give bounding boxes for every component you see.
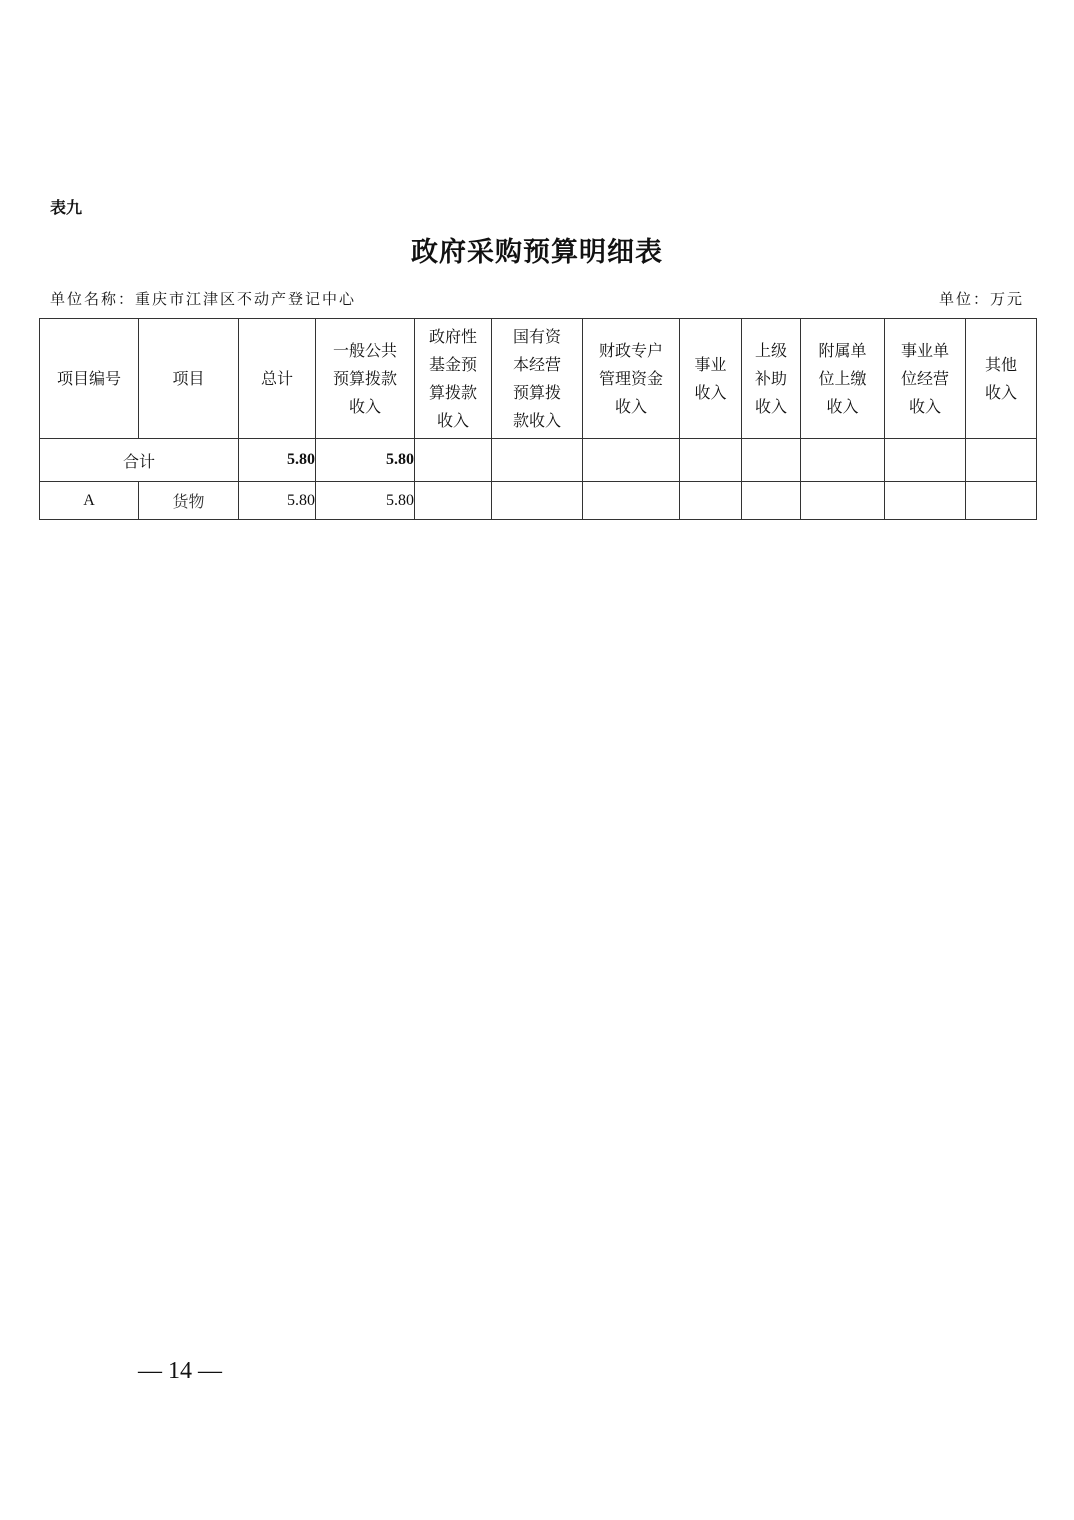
table-row — [40, 482, 1037, 520]
table-cell — [801, 439, 885, 482]
header-state-capital — [492, 319, 583, 439]
table-cell — [885, 439, 966, 482]
header-gov-fund — [415, 319, 492, 439]
procurement-budget-table — [39, 318, 1037, 520]
row-name: 货物 — [139, 482, 239, 520]
table-cell — [492, 482, 583, 520]
header-fiscal-account — [583, 319, 680, 439]
total-row-total: 5.80 — [239, 439, 316, 482]
header-operating-income-text: 事业单 位经营 收入 — [900, 340, 949, 416]
header-general-budget-text: 一般公共 预算拨款 收入 — [332, 340, 397, 416]
header-total — [239, 319, 316, 439]
total-row-general-budget: 5.80 — [316, 439, 415, 482]
table-cell — [583, 482, 680, 520]
header-state-capital-text: 国有资 本经营 预算拨 款收入 — [512, 326, 561, 430]
header-other-income-text: 其他 收入 — [984, 354, 1017, 402]
header-business-income — [680, 319, 742, 439]
header-project-code — [40, 319, 139, 439]
header-total-text: 总计 — [260, 368, 293, 388]
header-superior-subsidy — [742, 319, 801, 439]
table-cell — [415, 482, 492, 520]
header-other-income — [966, 319, 1037, 439]
row-total: 5.80 — [239, 482, 316, 520]
table-cell — [583, 439, 680, 482]
header-project — [139, 319, 239, 439]
header-business-income-text: 事业 收入 — [694, 354, 727, 402]
table-cell — [680, 482, 742, 520]
table-cell — [966, 482, 1037, 520]
header-row — [40, 319, 1037, 439]
header-project-code-text: 项目编号 — [56, 368, 121, 388]
total-row-label: 合计 — [40, 439, 239, 482]
unit-name: 单位名称：重庆市江津区不动产登记中心 — [50, 290, 357, 308]
header-project-text: 项目 — [172, 368, 205, 388]
header-fiscal-account-text: 财政专户 管理资金 收入 — [598, 340, 663, 416]
header-gov-fund-text: 政府性 基金预 算拨款 收入 — [428, 326, 477, 430]
table-cell — [885, 482, 966, 520]
table-cell — [680, 439, 742, 482]
header-general-budget — [316, 319, 415, 439]
table-cell — [742, 482, 801, 520]
header-superior-subsidy-text: 上级 补助 收入 — [754, 340, 787, 416]
table-cell — [742, 439, 801, 482]
header-affiliate-payment-text: 附属单 位上缴 收入 — [818, 340, 867, 416]
row-code: A — [40, 482, 139, 520]
unit-label: 单位：万元 — [938, 290, 1024, 308]
row-general-budget: 5.80 — [316, 482, 415, 520]
total-row — [40, 439, 1037, 482]
table-label: 表九 — [50, 198, 83, 217]
table-cell — [415, 439, 492, 482]
document-title: 政府采购预算明细表 — [411, 237, 663, 268]
header-affiliate-payment — [801, 319, 885, 439]
table-cell — [966, 439, 1037, 482]
page-number: — 14 — — [138, 1358, 222, 1384]
table-cell — [492, 439, 583, 482]
header-operating-income — [885, 319, 966, 439]
table-cell — [801, 482, 885, 520]
